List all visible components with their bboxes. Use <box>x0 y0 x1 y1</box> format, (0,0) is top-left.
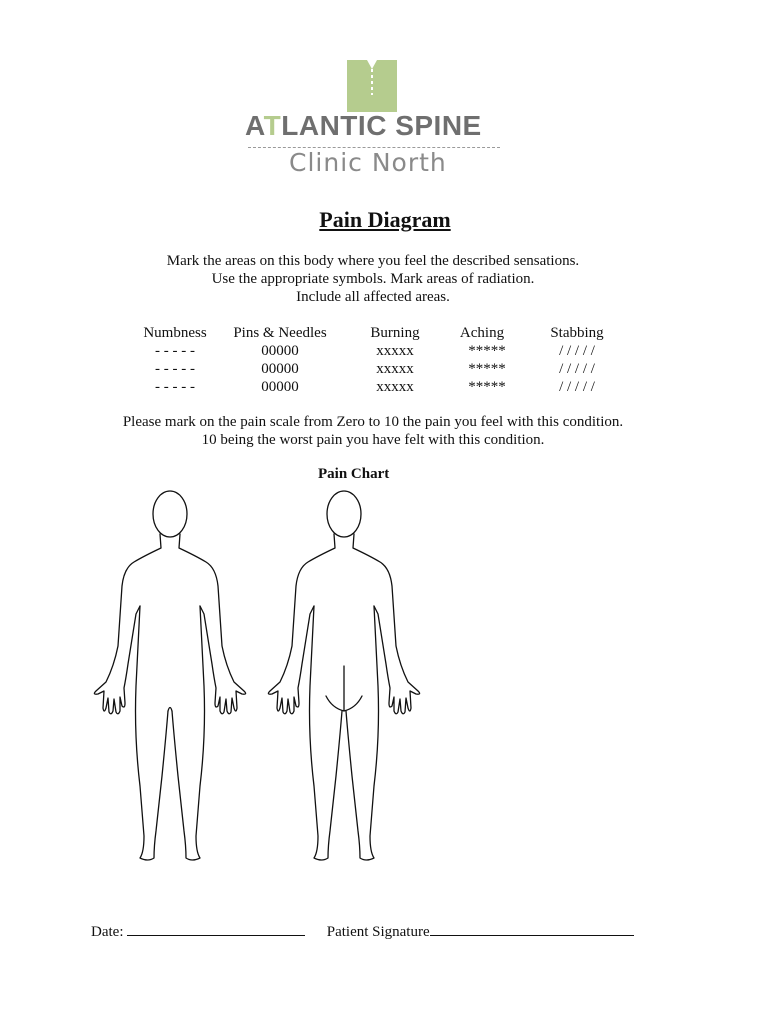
logo-mark-icon <box>347 60 397 112</box>
date-field[interactable] <box>127 921 305 936</box>
logo-title: ATLANTIC SPINE <box>245 110 482 141</box>
pain-scale-instructions <box>0 413 746 449</box>
symbol-sample: ***** <box>468 343 506 359</box>
symbol-column-stabbing <box>542 324 612 396</box>
body-back-figure <box>268 491 419 860</box>
symbol-column-pins-needles <box>224 324 336 396</box>
symbol-sample: 00000 <box>261 343 299 359</box>
instruction-line: Use the appropriate symbols. Mark areas of radiation. <box>211 271 535 287</box>
symbol-sample: - - - - - <box>155 379 195 395</box>
pain-chart-title: Pain Chart <box>318 466 390 482</box>
symbol-sample: / / / / / <box>559 379 595 395</box>
symbol-sample: 00000 <box>261 361 299 377</box>
symbol-column-burning <box>360 324 430 396</box>
instruction-line: Mark the areas on this body where you feel the described sensations. <box>166 253 580 269</box>
symbol-sample: / / / / / <box>559 343 595 359</box>
symbol-column-aching <box>450 324 514 396</box>
instruction-line: 10 being the worst pain you have felt with this condition. <box>201 432 545 448</box>
signature-row <box>91 921 634 941</box>
clinic-logo <box>245 58 505 178</box>
symbol-label: Burning <box>370 325 420 341</box>
symbol-label: Numbness <box>143 325 207 341</box>
instructions <box>0 252 746 306</box>
page-title: Pain Diagram <box>319 207 451 232</box>
symbol-sample: / / / / / <box>559 361 595 377</box>
signature-field[interactable] <box>430 921 634 936</box>
symbol-label: Pins & Needles <box>233 325 327 341</box>
body-outline-diagram[interactable] <box>92 486 452 872</box>
symbol-label: Stabbing <box>550 325 604 341</box>
instruction-line: Please mark on the pain scale from Zero to 10 the pain you feel with this condition. <box>122 414 624 430</box>
symbol-label: Aching <box>459 325 505 341</box>
date-label: Date: <box>91 924 124 940</box>
symbol-sample: xxxxx <box>376 379 414 395</box>
logo-subtitle: Clinic North <box>289 148 447 177</box>
symbol-sample: - - - - - <box>155 343 195 359</box>
symbol-sample: ***** <box>468 361 506 377</box>
symbol-sample: - - - - - <box>155 361 195 377</box>
body-front-figure <box>94 491 245 860</box>
instruction-line: Include all affected areas. <box>296 289 450 305</box>
symbol-column-numbness <box>140 324 210 396</box>
symbol-sample: 00000 <box>261 379 299 395</box>
signature-label: Patient Signature <box>326 924 430 940</box>
symbol-sample: ***** <box>468 379 506 395</box>
symbol-sample: xxxxx <box>376 361 414 377</box>
symbol-sample: xxxxx <box>376 343 414 359</box>
